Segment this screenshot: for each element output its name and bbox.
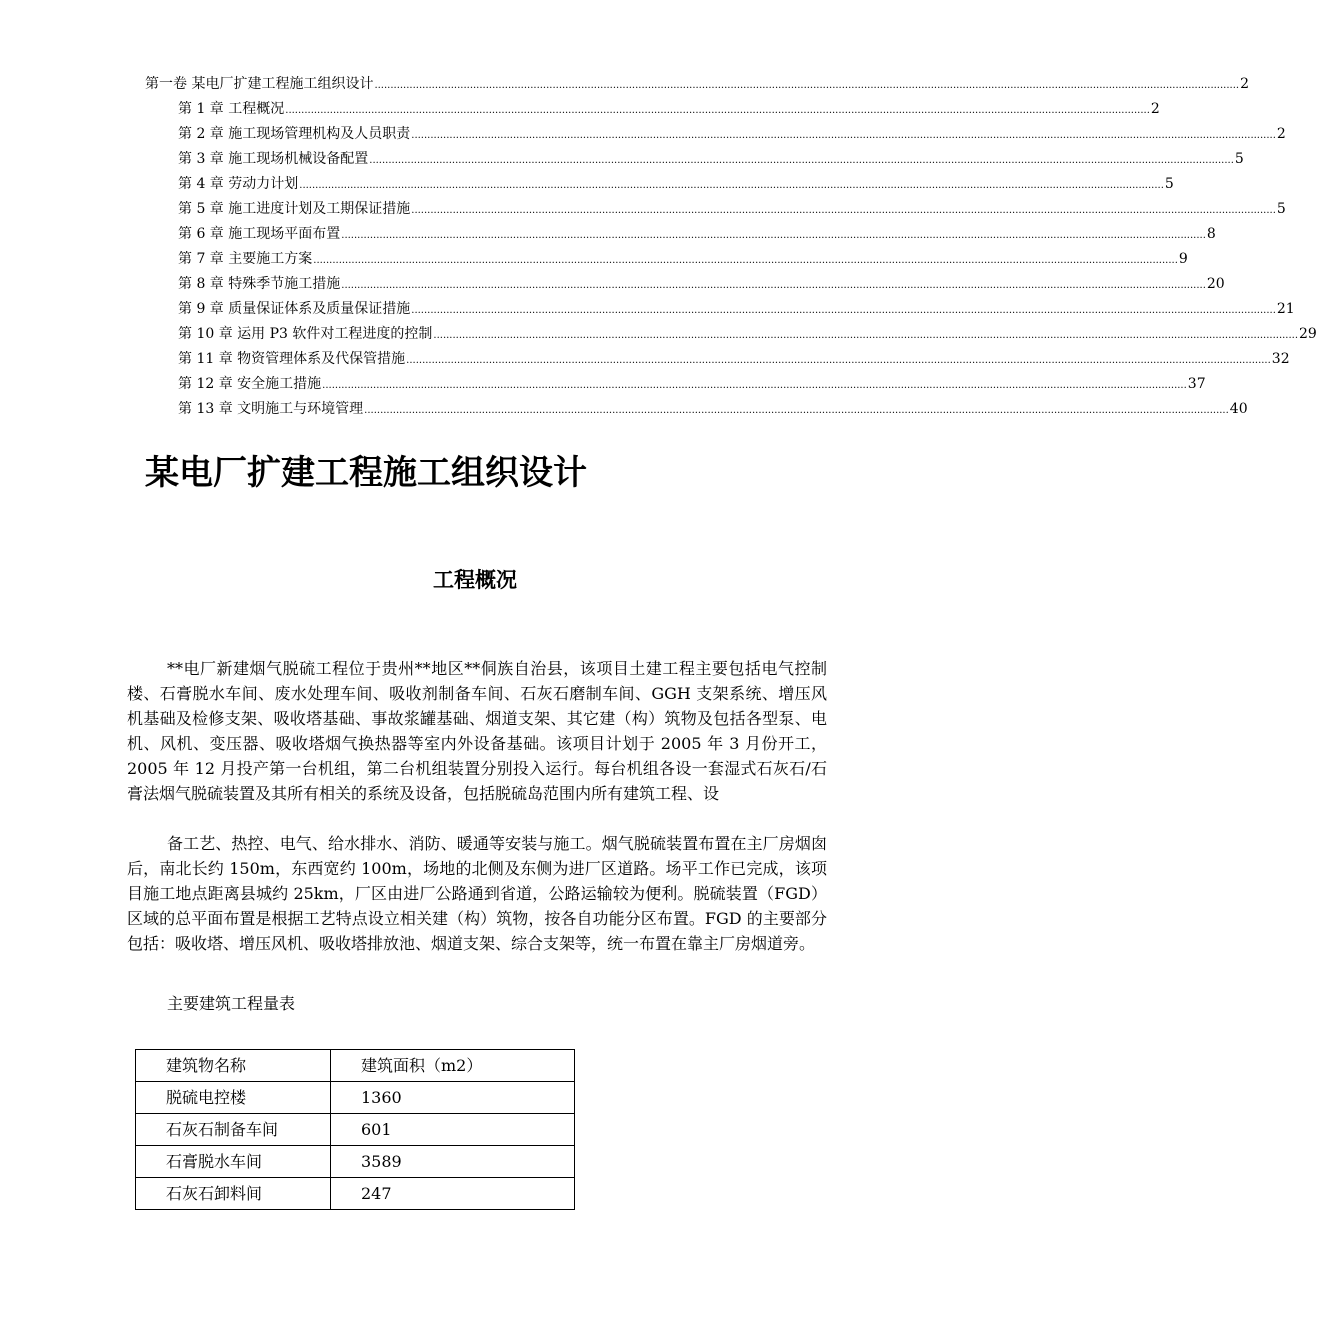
table-cell: 1360 <box>331 1082 575 1114</box>
table-cell: 石灰石卸料间 <box>136 1178 331 1210</box>
section-title: 工程概况 <box>433 568 517 592</box>
toc-entry-page: 40 <box>1229 401 1248 417</box>
toc-entry-title: 第 10 章 运用 P3 软件对工程进度的控制 <box>178 326 433 342</box>
toc-entry-title: 第 7 章 主要施工方案 <box>178 251 313 267</box>
table-cell: 石膏脱水车间 <box>136 1146 331 1178</box>
table-cell: 石灰石制备车间 <box>136 1114 331 1146</box>
toc-leader-dots: ................................................................................................................................................................................................................................................................................ <box>341 280 1206 291</box>
toc-entry-page: 37 <box>1187 376 1206 392</box>
toc-entry[interactable] <box>178 374 1206 394</box>
toc-leader-dots: ................................................................................................................................................................................................................................................................................ <box>406 355 1271 366</box>
table-cell: 247 <box>331 1178 575 1210</box>
toc-entry-page: 5 <box>1276 201 1286 217</box>
toc-entry-page: 5 <box>1164 176 1174 192</box>
toc-leader-dots: ................................................................................................................................................................................................................................................................................ <box>299 180 1164 191</box>
toc-leader-dots: ................................................................................................................................................................................................................................................................................ <box>313 255 1178 266</box>
toc-entry-title: 第 2 章 施工现场管理机构及人员职责 <box>178 126 411 142</box>
table-row <box>136 1082 575 1114</box>
toc-entry-page: 9 <box>1178 251 1188 267</box>
toc-entry[interactable] <box>178 299 1295 319</box>
toc-entry[interactable] <box>178 99 1160 119</box>
toc-entry[interactable] <box>178 399 1248 419</box>
toc-entry[interactable] <box>178 349 1290 369</box>
toc-entry-page: 2 <box>1150 101 1160 117</box>
toc-entry-page: 20 <box>1206 276 1225 292</box>
toc-entry-title: 第 9 章 质量保证体系及质量保证措施 <box>178 301 411 317</box>
toc-entry-title: 第 13 章 文明施工与环境管理 <box>178 401 364 417</box>
toc-entry-page: 8 <box>1206 226 1216 242</box>
table-header-cell: 建筑物名称 <box>136 1050 331 1082</box>
table-row <box>136 1146 575 1178</box>
toc-entry[interactable] <box>178 199 1286 219</box>
toc-entry-page: 32 <box>1271 351 1290 367</box>
toc-entry[interactable] <box>178 124 1286 144</box>
toc-entry-title: 第 5 章 施工进度计划及工期保证措施 <box>178 201 411 217</box>
toc-leader-dots: ................................................................................................................................................................................................................................................................................ <box>374 80 1240 91</box>
body-paragraph: **电厂新建烟气脱硫工程位于贵州**地区**侗族自治县，该项目土建工程主要包括电气控制楼、石膏脱水车间、废水处理车间、吸收剂制备车间、石灰石磨制车间、GGH 支架系统、增压风机基础及检修支架、吸收塔基础、事故浆罐基础、烟道支架、其它建（构）筑物及包括各型泵、电机、风机、变压器、吸收塔烟气换热器等室内外设备基础。该项目计划于 2005 年 3 月份开工，2005 年 12 月投产第一台机组，第二台机组装置分别投入运行。每台机组各设一套湿式石灰石/石膏法烟气脱硫装置及其所有相关的系统及设备，包括脱硫岛范围内所有建筑工程、设 <box>127 659 827 803</box>
toc-leader-dots: ................................................................................................................................................................................................................................................................................ <box>364 405 1229 416</box>
table-cell: 601 <box>331 1114 575 1146</box>
toc-entry[interactable] <box>178 249 1188 269</box>
toc-entry-page: 2 <box>1240 76 1249 92</box>
toc-entry-page: 21 <box>1276 301 1295 317</box>
toc-entry[interactable] <box>178 224 1216 244</box>
toc-entry-title: 第 6 章 施工现场平面布置 <box>178 226 341 242</box>
toc-leader-dots: ................................................................................................................................................................................................................................................................................ <box>411 305 1276 316</box>
body-paragraph: 备工艺、热控、电气、给水排水、消防、暖通等安装与施工。烟气脱硫装置布置在主厂房烟囱后，南北长约 150m，东西宽约 100m，场地的北侧及东侧为进厂区道路。场平工作已完成，该项目施工地点距离县城约 25km，厂区由进厂公路通到省道，公路运输较为便利。脱硫装置（FGD）区域的总平面布置是根据工艺特点设立相关建（构）筑物，按各自功能分区布置。FGD 的主要部分包括：吸收塔、增压风机、吸收塔排放池、烟道支架、综合支架等，统一布置在靠主厂房烟道旁。 <box>127 834 827 953</box>
toc-entry-page: 29 <box>1299 326 1317 342</box>
toc-leader-dots: ................................................................................................................................................................................................................................................................................ <box>369 155 1234 166</box>
toc-entry-page: 5 <box>1234 151 1244 167</box>
toc-entry-page: 2 <box>1276 126 1286 142</box>
toc-entry-title: 第 1 章 工程概况 <box>178 101 285 117</box>
toc-entry-title: 第一卷 某电厂扩建工程施工组织设计 <box>145 76 374 92</box>
toc-entry[interactable] <box>178 324 1317 344</box>
document-title: 某电厂扩建工程施工组织设计 <box>145 453 587 493</box>
toc-leader-dots: ................................................................................................................................................................................................................................................................................ <box>285 105 1150 116</box>
table-caption: 主要建筑工程量表 <box>167 994 296 1013</box>
toc-entry[interactable] <box>145 74 1249 94</box>
table-row <box>136 1178 575 1210</box>
building-quantity-table <box>135 1049 575 1210</box>
toc-entry-title: 第 8 章 特殊季节施工措施 <box>178 276 341 292</box>
table-cell: 脱硫电控楼 <box>136 1082 331 1114</box>
toc-entry[interactable] <box>178 149 1244 169</box>
toc-entry[interactable] <box>178 274 1225 294</box>
toc-entry-title: 第 11 章 物资管理体系及代保管措施 <box>178 351 406 367</box>
table-row <box>136 1114 575 1146</box>
table-header-row <box>136 1050 575 1082</box>
toc-leader-dots: ................................................................................................................................................................................................................................................................................ <box>433 330 1299 341</box>
toc-leader-dots: ................................................................................................................................................................................................................................................................................ <box>411 130 1276 141</box>
toc-leader-dots: ................................................................................................................................................................................................................................................................................ <box>341 230 1206 241</box>
toc-entry[interactable] <box>178 174 1174 194</box>
toc-entry-title: 第 3 章 施工现场机械设备配置 <box>178 151 369 167</box>
toc-leader-dots: ................................................................................................................................................................................................................................................................................ <box>322 380 1187 391</box>
toc-entry-title: 第 12 章 安全施工措施 <box>178 376 322 392</box>
table-cell: 3589 <box>331 1146 575 1178</box>
table-header-cell: 建筑面积（m2） <box>331 1050 575 1082</box>
toc-leader-dots: ................................................................................................................................................................................................................................................................................ <box>411 205 1276 216</box>
toc-entry-title: 第 4 章 劳动力计划 <box>178 176 299 192</box>
